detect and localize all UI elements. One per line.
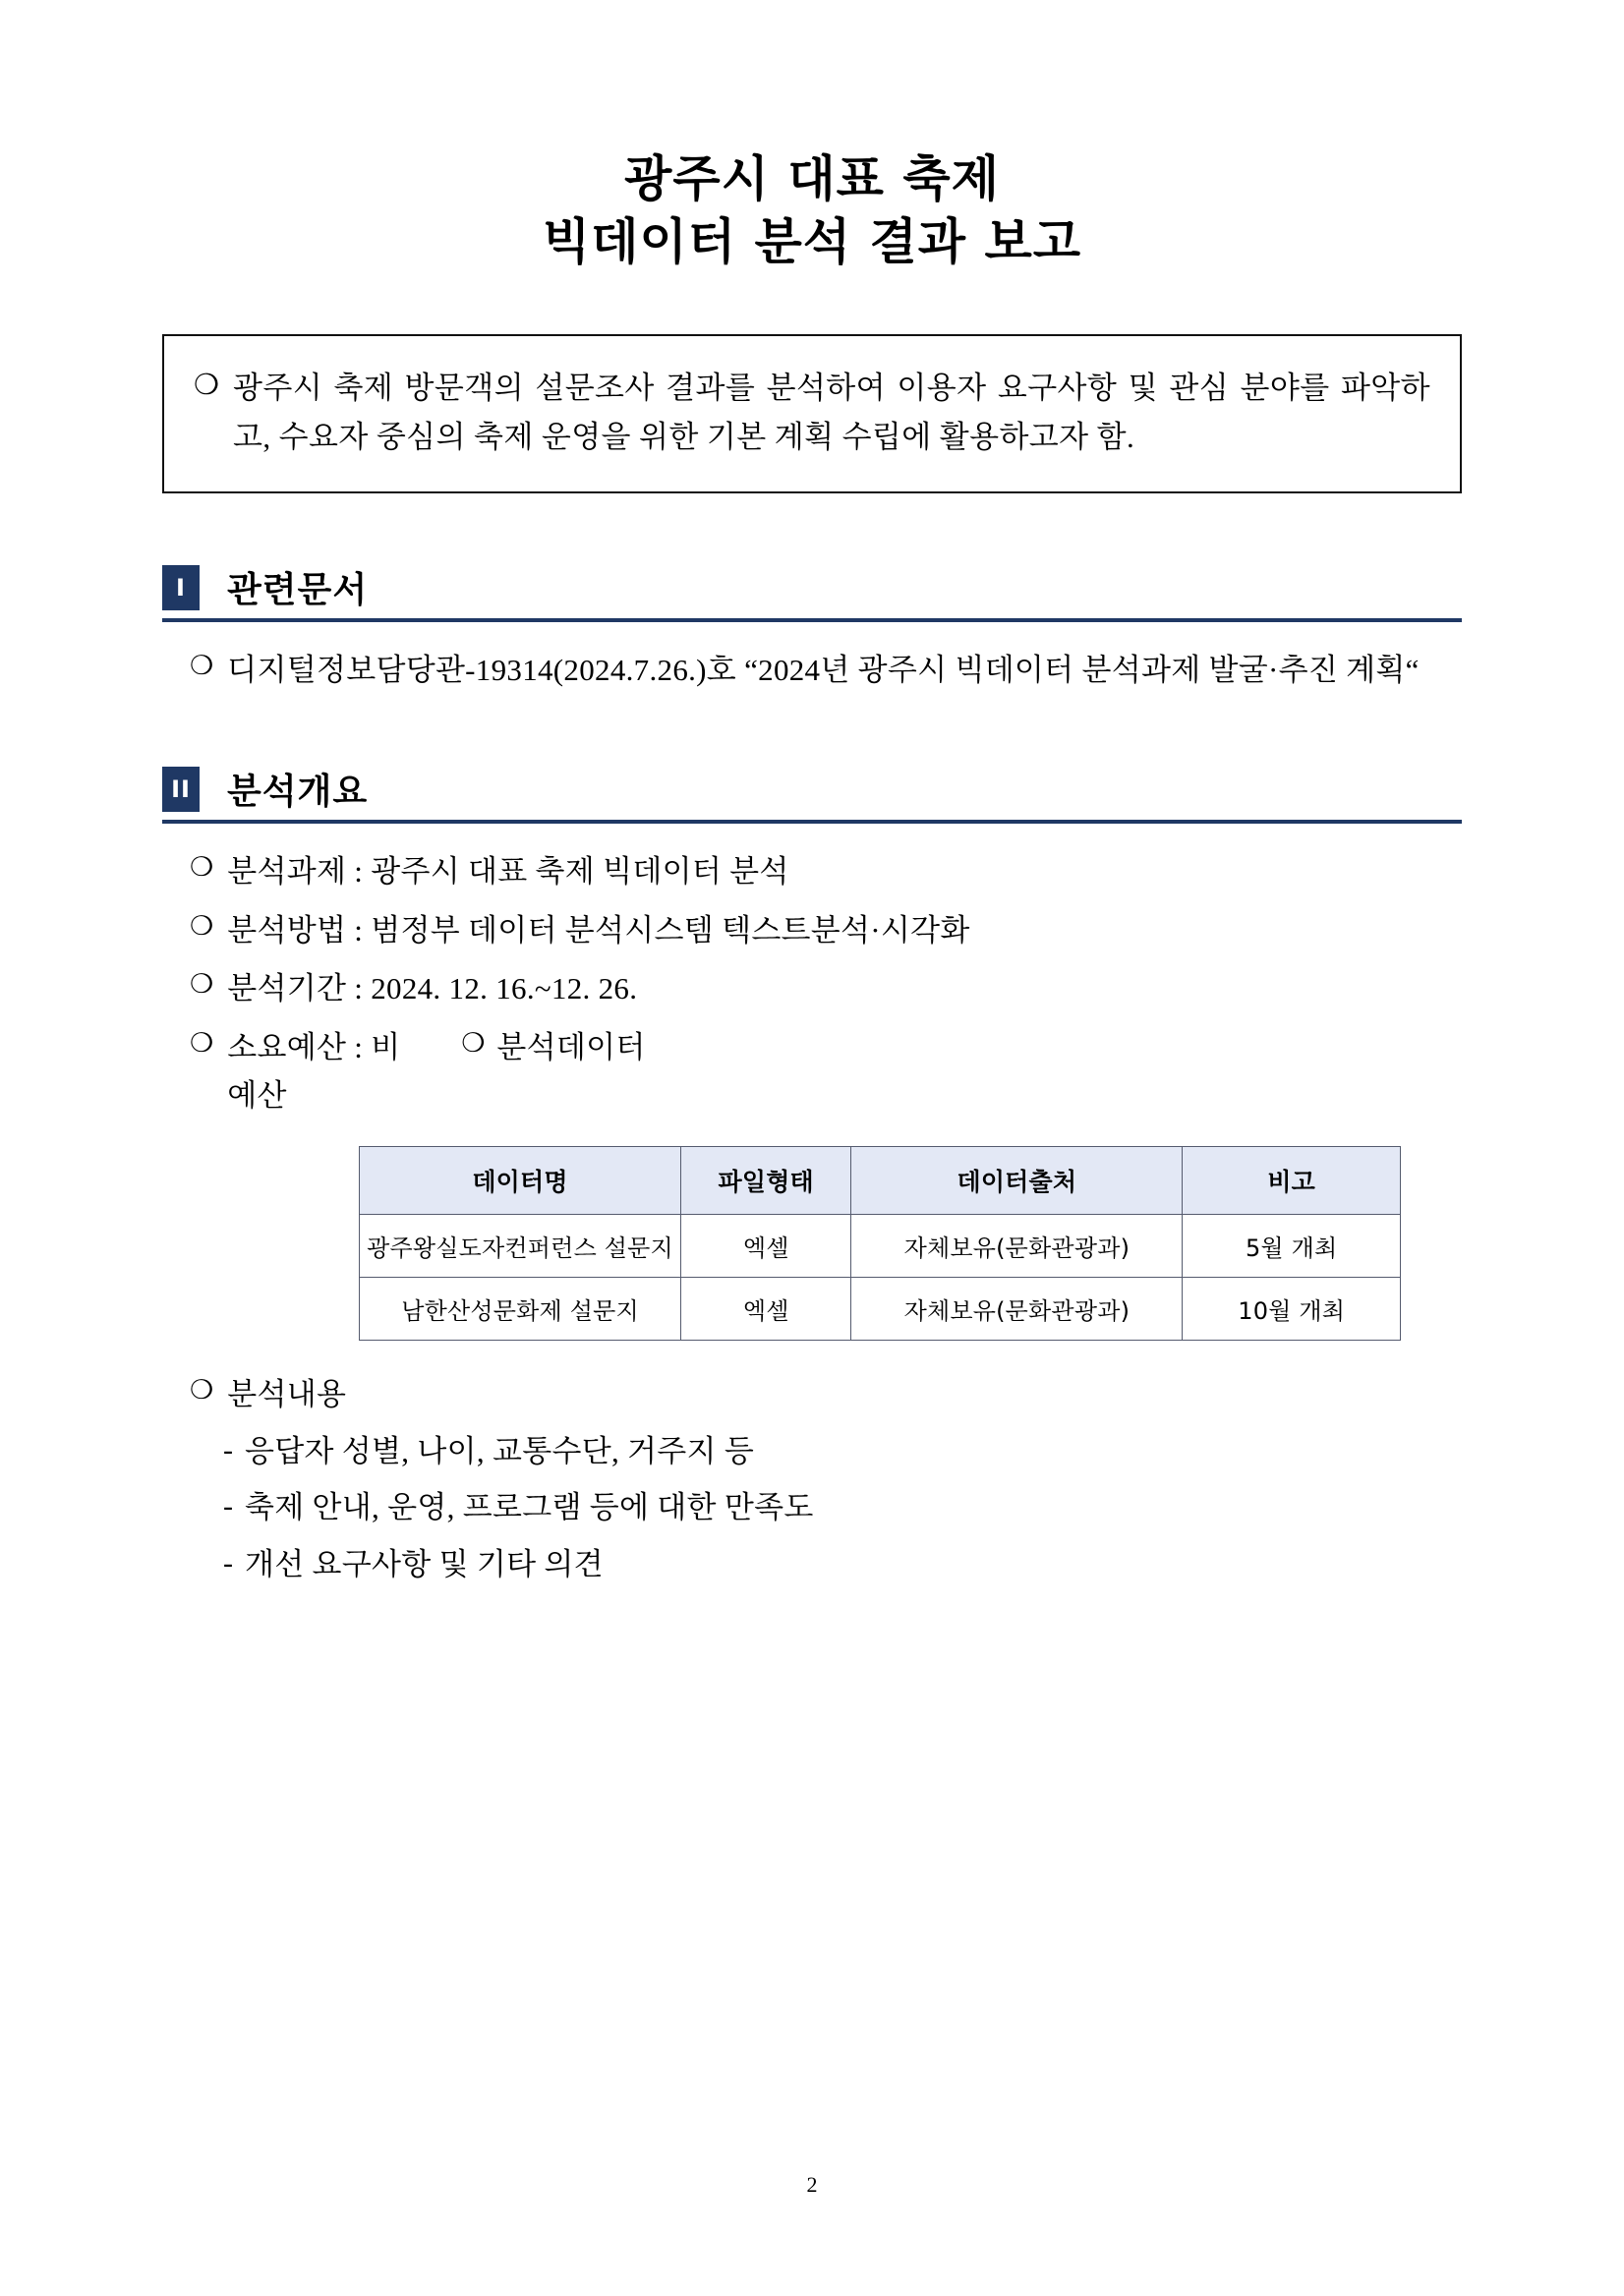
list-item-analysis-content: [162, 1370, 1462, 1419]
dash-bullet-icon: -: [223, 1546, 233, 1579]
sub-list-item-text: 개선 요구사항 및 기타 의견: [245, 1546, 604, 1581]
column-header-data-source: 데이터출처: [851, 1147, 1183, 1215]
cell-data-name: 광주왕실도자컨퍼런스 설문지: [360, 1215, 681, 1278]
circle-bullet-icon: ❍: [190, 1375, 214, 1406]
sub-list-item-text: 축제 안내, 운영, 프로그램 등에 대한 만족도: [245, 1490, 814, 1525]
cell-file-type: 엑셀: [681, 1278, 851, 1341]
table-row: [360, 1278, 1401, 1341]
circle-bullet-icon: ❍: [190, 969, 214, 1001]
section-body: [162, 646, 1462, 695]
list-item-text: 분석과제 : 광주시 대표 축제 빅데이터 분석: [227, 854, 789, 890]
list-item: [162, 847, 1462, 896]
summary-text: 광주시 축제 방문객의 설문조사 결과를 분석하여 이용자 요구사항 및 관심 분야를 파악하고, 수요자 중심의 축제 운영을 위한 기본 계획 수립에 활용하고자 함.: [233, 371, 1430, 455]
column-header-note: 비고: [1183, 1147, 1401, 1215]
list-item: [162, 964, 1462, 1013]
list-item-text: 디지털정보담당관-19314(2024.7.26.)호 “2024년 광주시 빅데이터 분석과제 발굴·추진 계획“: [227, 653, 1420, 688]
table-header: [360, 1147, 1401, 1215]
table-header-row: [360, 1147, 1401, 1215]
summary-row: [194, 364, 1430, 462]
column-header-data-name: 데이터명: [360, 1147, 681, 1215]
cell-note: 5월 개최: [1183, 1215, 1401, 1278]
list-item-text: 분석기간 : 2024. 12. 16.~12. 26.: [227, 971, 638, 1006]
section-related-documents: [162, 562, 1462, 695]
title-line-2: 빅데이터 분석 결과 보고: [542, 213, 1082, 270]
list-item-text: 분석방법 : 범정부 데이터 분석시스템 텍스트분석·시각화: [227, 912, 970, 947]
summary-box: [162, 334, 1462, 493]
section-header: [162, 562, 1462, 622]
section-body: [162, 847, 1462, 1588]
circle-bullet-icon: ❍: [190, 651, 214, 682]
dash-bullet-icon: -: [223, 1433, 233, 1466]
sub-list-item: [162, 1540, 1462, 1589]
data-source-table: [359, 1146, 1401, 1341]
section-number-badge: I: [162, 565, 200, 610]
cell-file-type: 엑셀: [681, 1215, 851, 1278]
page-number: 2: [806, 2172, 818, 2197]
section-title: 분석개요: [227, 772, 369, 813]
circle-bullet-icon: ❍: [190, 852, 214, 884]
column-header-file-type: 파일형태: [681, 1147, 851, 1215]
list-item-budget: [162, 1023, 1462, 1120]
dash-bullet-icon: -: [223, 1490, 233, 1523]
cell-data-source: 자체보유(문화관광과): [851, 1278, 1183, 1341]
list-item: [162, 906, 1462, 955]
circle-bullet-icon: ❍: [461, 1027, 486, 1059]
section-title: 관련문서: [227, 570, 369, 611]
circle-bullet-icon: ❍: [190, 1027, 214, 1059]
budget-and-data-row: [227, 1023, 687, 1120]
analysis-content-heading: 분석내용: [227, 1377, 347, 1411]
circle-bullet-icon: ❍: [194, 368, 219, 401]
sub-list-item-text: 응답자 성별, 나이, 교통수단, 거주지 등: [245, 1433, 755, 1468]
list-item: [162, 646, 1462, 695]
section-header: [162, 764, 1462, 824]
page-title: [162, 0, 1462, 273]
cell-data-source: 자체보유(문화관광과): [851, 1215, 1183, 1278]
section-number-badge: II: [162, 767, 200, 812]
cell-data-name: 남한산성문화제 설문지: [360, 1278, 681, 1341]
circle-bullet-icon: ❍: [190, 910, 214, 942]
section-analysis-overview: [162, 764, 1462, 1588]
sub-list-item: [162, 1427, 1462, 1476]
data-label-text: 분석데이터: [496, 1029, 646, 1064]
title-line-1: 광주시 대표 축제: [624, 150, 1000, 207]
sub-list-item: [162, 1483, 1462, 1532]
table-row: [360, 1215, 1401, 1278]
cell-note: 10월 개최: [1183, 1278, 1401, 1341]
table-body: [360, 1215, 1401, 1341]
budget-text: 소요예산 : 비예산: [227, 1029, 401, 1114]
